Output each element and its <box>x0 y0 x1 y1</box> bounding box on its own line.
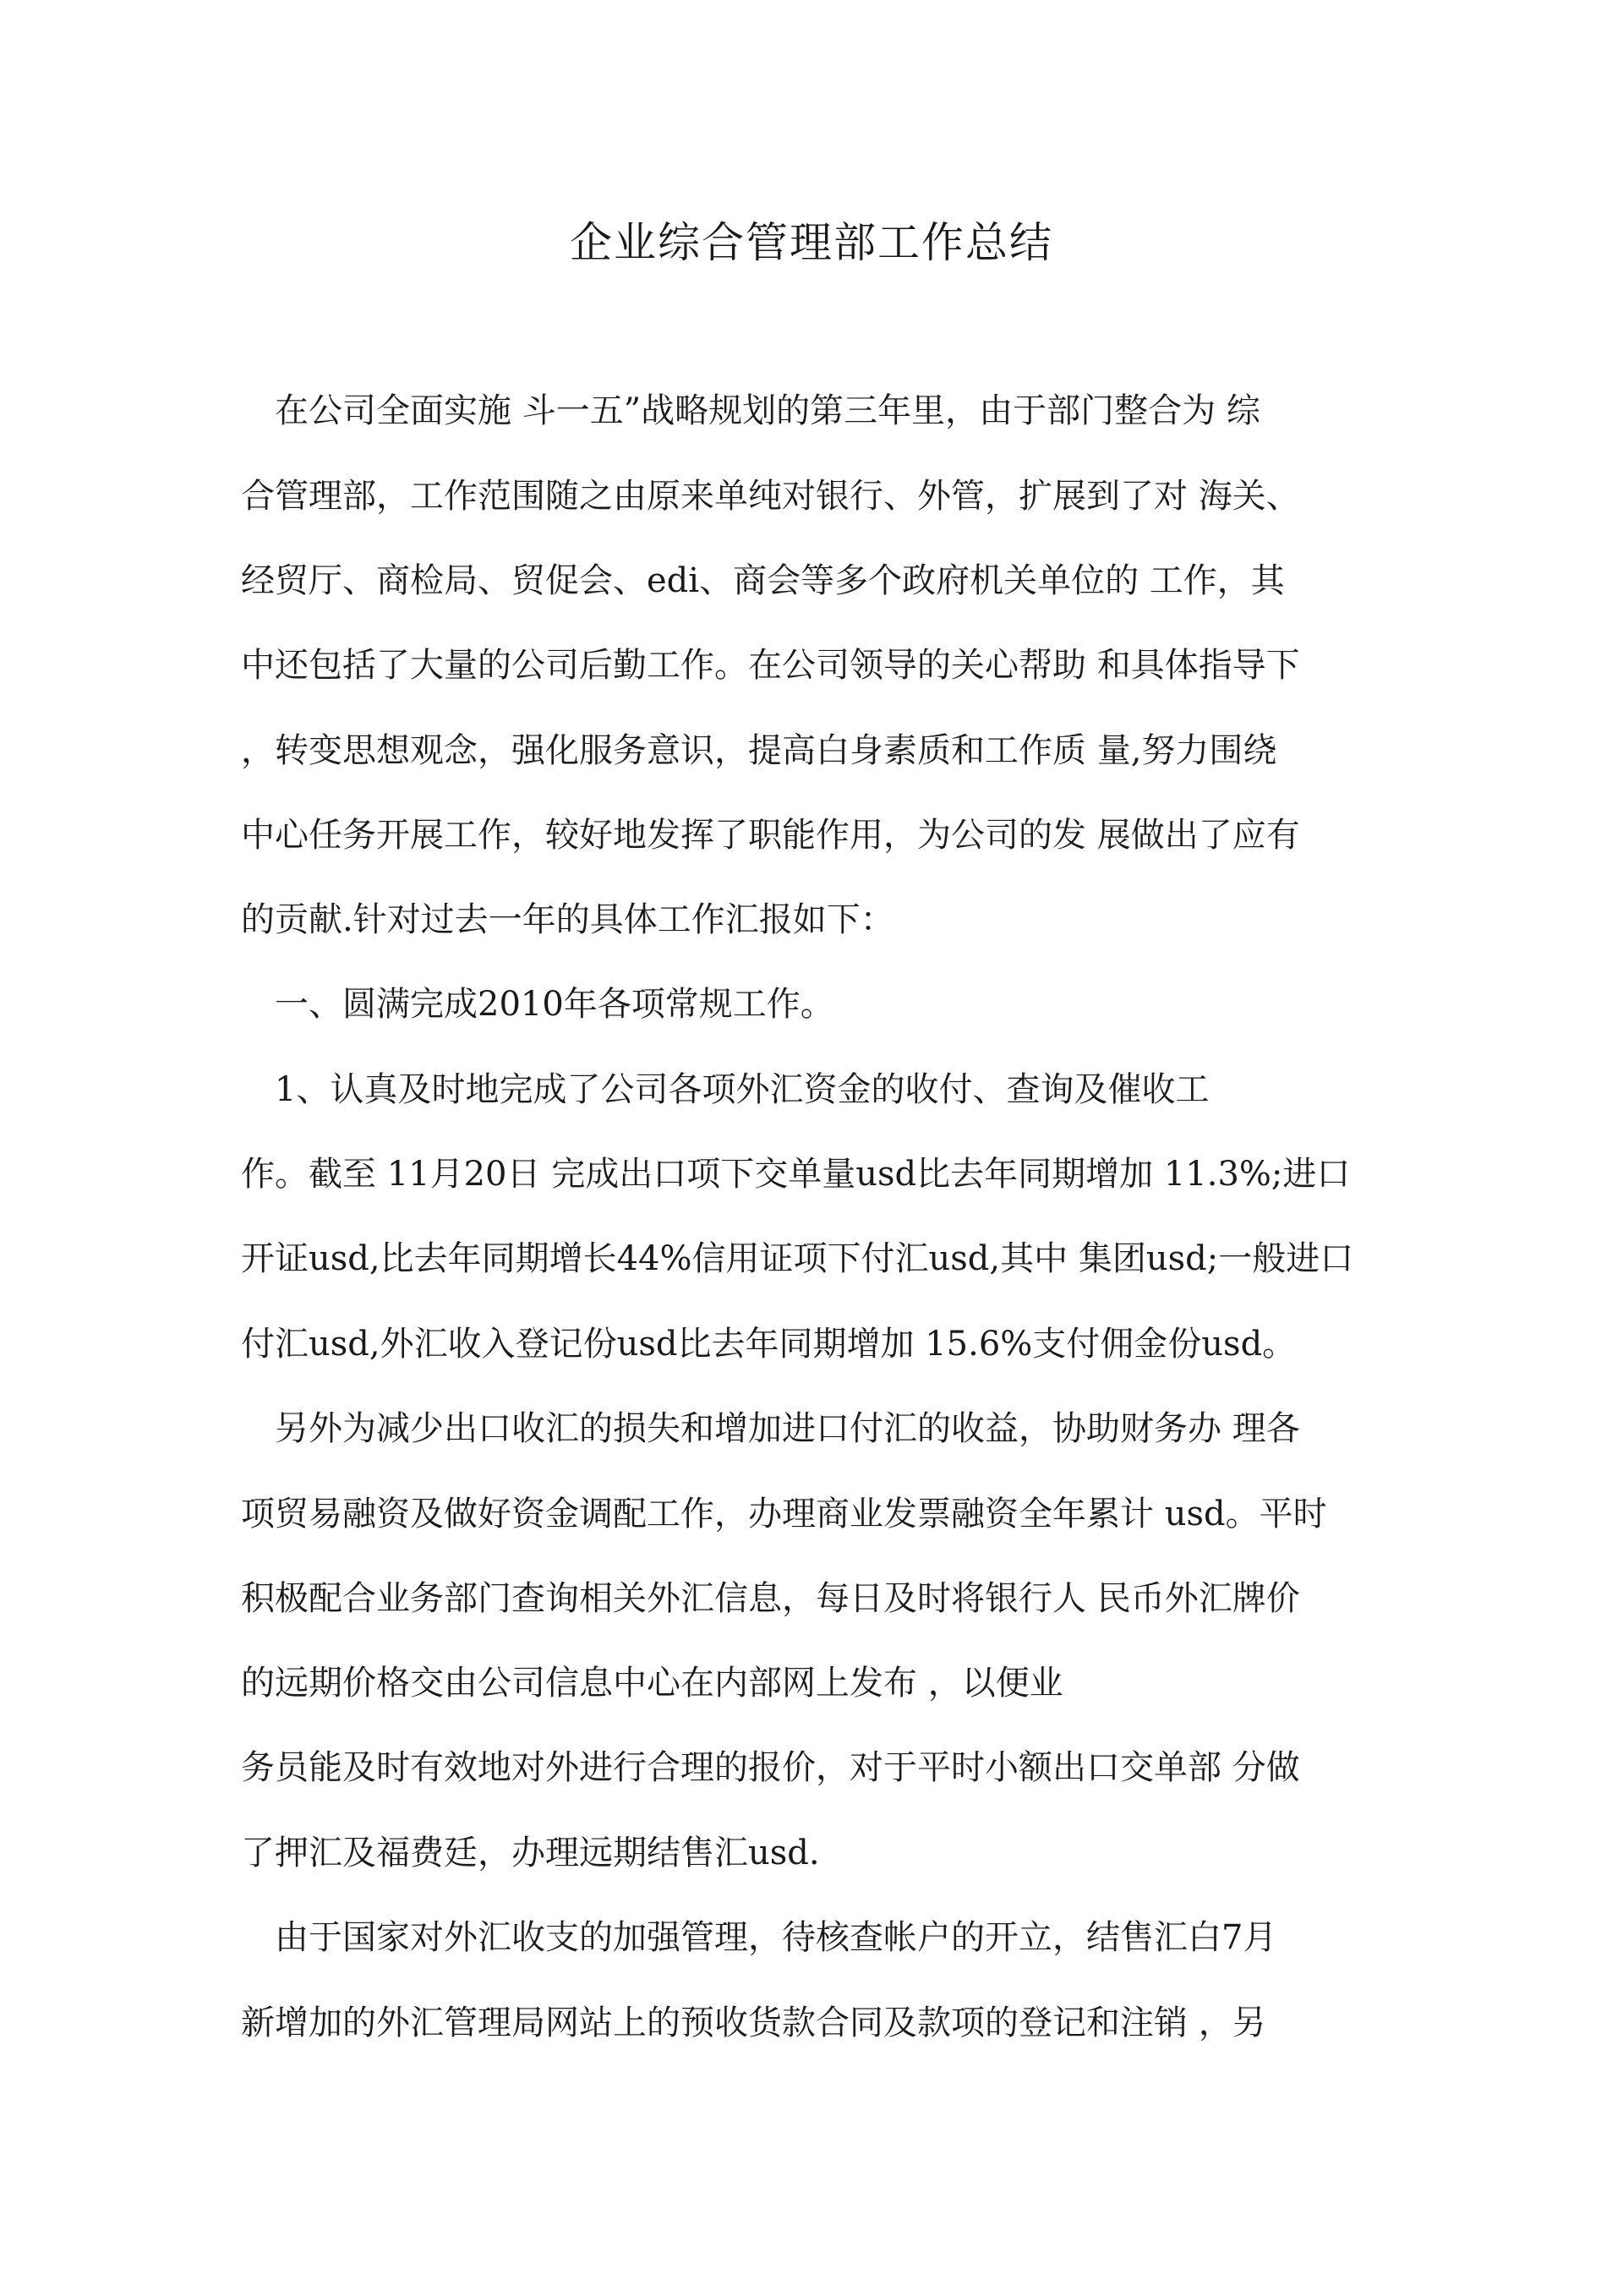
paragraph-line: 作。截至 11月20日 完成出口项下交单量usd比去年同期增加 11.3%;进口 <box>241 1155 1351 1194</box>
section-heading: 一、圆满完成2010年各项常规工作。 <box>275 985 834 1024</box>
paragraph-line: 付汇usd,外汇收入登记份usd比去年同期增加 15.6%支付佣金份usd。 <box>241 1325 1297 1364</box>
paragraph-line: 项贸易融资及做好资金调配工作，办理商业发票融资全年累计 usd。平时 <box>241 1495 1327 1533</box>
paragraph-line: 的贡献.针对过去一年的具体工作汇报如下： <box>241 900 894 939</box>
paragraph-line: 合管理部，工作范围随之由原来单纯对银行、外管，扩展到了对 海关、 <box>241 477 1300 516</box>
paragraph-line: 了押汇及福费廷，办理远期结售汇usd. <box>241 1834 820 1872</box>
paragraph-line: 开证usd,比去年同期增长44%信用证项下付汇usd,其中 集团usd;一般进口 <box>241 1239 1354 1278</box>
paragraph-line: 务员能及时有效地对外进行合理的报价，对于平时小额出口交单部 分做 <box>241 1748 1300 1787</box>
paragraph-line: 积极配合业务部门查询相关外汇信息，每日及时将银行人 民币外汇牌价 <box>241 1579 1300 1618</box>
paragraph-line: 的远期价格交由公司信息中心在内部网上发布 ，以便业 <box>241 1664 1063 1703</box>
paragraph-line: 1、认真及时地完成了公司各项外汇资金的收付、查询及催收工 <box>275 1070 1210 1109</box>
paragraph-line: 在公司全面实施 斗一五”战略规划的第三年里，由于部门整合为 综 <box>275 391 1260 430</box>
paragraph-line: 经贸厅、商检局、贸促会、edi、商会等多个政府机关单位的 工作，其 <box>241 561 1285 600</box>
paragraph-line: 新增加的外汇管理局网站上的预收货款合同及款项的登记和注销 ，另 <box>241 2004 1266 2042</box>
paragraph-line: 中心任务开展工作，较好地发挥了职能作用，为公司的发 展做出了应有 <box>241 816 1300 855</box>
paragraph-line: 中还包括了大量的公司后勤工作。在公司领导的关心帮助 和具体指导下 <box>241 646 1300 685</box>
paragraph-line: 另外为减少出口收汇的损失和增加进口付汇的收益，协助财务办 理各 <box>275 1409 1300 1448</box>
document-title: 企业综合管理部工作总结 <box>570 218 1053 267</box>
paragraph-line: ，转变思想观念，强化服务意识，提高白身素质和工作质 量,努力围绕 <box>241 731 1277 770</box>
paragraph-line: 由于国家对外汇收支的加强管理，待核查帐户的开立，结售汇白7月 <box>275 1918 1277 1957</box>
